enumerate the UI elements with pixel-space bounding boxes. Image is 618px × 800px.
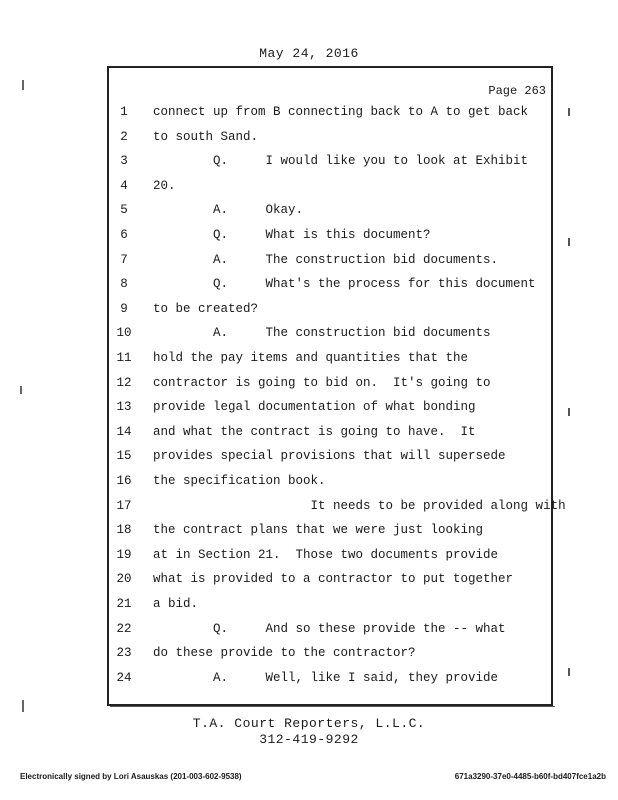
line-text: provide legal documentation of what bonding	[153, 400, 476, 415]
line-number: 19	[116, 547, 132, 562]
transcript-line	[0, 100, 618, 124]
margin-tick	[568, 108, 570, 116]
line-number: 16	[116, 474, 132, 488]
line-text: the contract plans that we were just looking	[153, 523, 484, 538]
footer-firm-name: T.A. Court Reporters, L.L.C.	[192, 716, 426, 731]
line-number: 14	[116, 424, 132, 439]
line-number: 15	[116, 449, 132, 464]
line-text: Q. What is this document?	[153, 228, 431, 242]
line-text: at in Section 21. Those two documents provide	[153, 547, 499, 562]
transcript-line	[0, 395, 618, 419]
transcript-line	[0, 592, 618, 616]
line-text: 20.	[153, 178, 176, 193]
transcript-line	[0, 248, 618, 272]
line-text: A. Okay.	[153, 203, 304, 218]
line-text: Q. What's the process for this document	[153, 277, 536, 292]
transcript-line	[0, 543, 618, 567]
line-text: Q. I would like you to look at Exhibit	[153, 154, 529, 169]
line-text: Q. And so these provide the -- what	[153, 621, 506, 636]
line-number: 1	[120, 105, 128, 119]
line-number: 22	[116, 621, 132, 636]
scan-mark	[22, 700, 24, 712]
transcript-line	[0, 444, 618, 468]
line-text: do these provide to the contractor?	[153, 646, 416, 661]
page-number: Page 263	[488, 84, 546, 98]
line-text: provides special provisions that will supersede	[153, 449, 506, 464]
transcript-line	[0, 567, 618, 591]
scan-mark	[22, 80, 24, 90]
scan-mark	[20, 386, 22, 394]
line-number: 20	[116, 572, 132, 587]
transcript-line	[0, 198, 618, 222]
line-text: and what the contract is going to have. It	[153, 424, 476, 439]
margin-tick	[568, 238, 570, 246]
transcript-line	[0, 174, 618, 198]
line-text: A. Well, like I said, they provide	[153, 670, 499, 685]
line-number: 13	[116, 400, 132, 415]
frame-bottom-shadow	[110, 706, 555, 710]
line-text: a bid.	[153, 597, 199, 611]
line-text: connect up from B connecting back to A to get back	[153, 105, 529, 119]
e-signature-note: Electronically signed by Lori Asauskas (201-003-602-9538)	[20, 772, 242, 781]
transcript-line	[0, 469, 618, 493]
line-text: contractor is going to bid on. It's going to	[153, 375, 491, 390]
line-number: 23	[116, 646, 132, 661]
line-number: 9	[120, 301, 128, 316]
transcript-line	[0, 666, 618, 690]
line-number: 5	[120, 203, 128, 218]
line-text: A. The construction bid documents.	[153, 252, 499, 267]
document-id: 671a3290-37e0-4485-b60f-bd407fce1a2b	[454, 772, 606, 781]
line-text: to south Sand.	[153, 129, 259, 144]
line-number: 4	[120, 178, 128, 193]
line-number: 24	[116, 670, 132, 685]
transcript-line	[0, 346, 618, 370]
line-number: 8	[120, 277, 128, 292]
transcript-line	[0, 371, 618, 395]
transcript-line	[0, 617, 618, 641]
line-number: 3	[120, 154, 128, 169]
transcript-line	[0, 149, 618, 173]
line-number: 18	[116, 523, 132, 538]
line-number: 7	[120, 252, 128, 267]
line-number: 21	[116, 597, 132, 611]
line-text: A. The construction bid documents	[153, 326, 491, 341]
line-text: the specification book.	[153, 474, 326, 488]
margin-tick	[568, 668, 570, 676]
margin-tick	[568, 408, 570, 416]
line-number: 2	[120, 129, 128, 144]
footer-phone: 312-419-9292	[259, 732, 359, 747]
transcript-line	[0, 518, 618, 542]
line-number: 6	[120, 228, 128, 242]
transcript-line	[0, 223, 618, 247]
transcript-line	[0, 272, 618, 296]
transcript-line	[0, 420, 618, 444]
line-number: 12	[116, 375, 132, 390]
transcript-line	[0, 297, 618, 321]
transcript-line	[0, 321, 618, 345]
line-number: 10	[116, 326, 132, 341]
line-number: 11	[116, 351, 132, 365]
page-date: May 24, 2016	[259, 46, 359, 61]
line-text: to be created?	[153, 301, 259, 316]
transcript-line	[0, 641, 618, 665]
line-number: 17	[116, 498, 132, 513]
line-text: what is provided to a contractor to put together	[153, 572, 514, 587]
transcript-line	[0, 125, 618, 149]
transcript-line	[0, 494, 618, 518]
line-text: hold the pay items and quantities that the	[153, 351, 469, 365]
line-text: It needs to be provided along with	[153, 498, 566, 513]
